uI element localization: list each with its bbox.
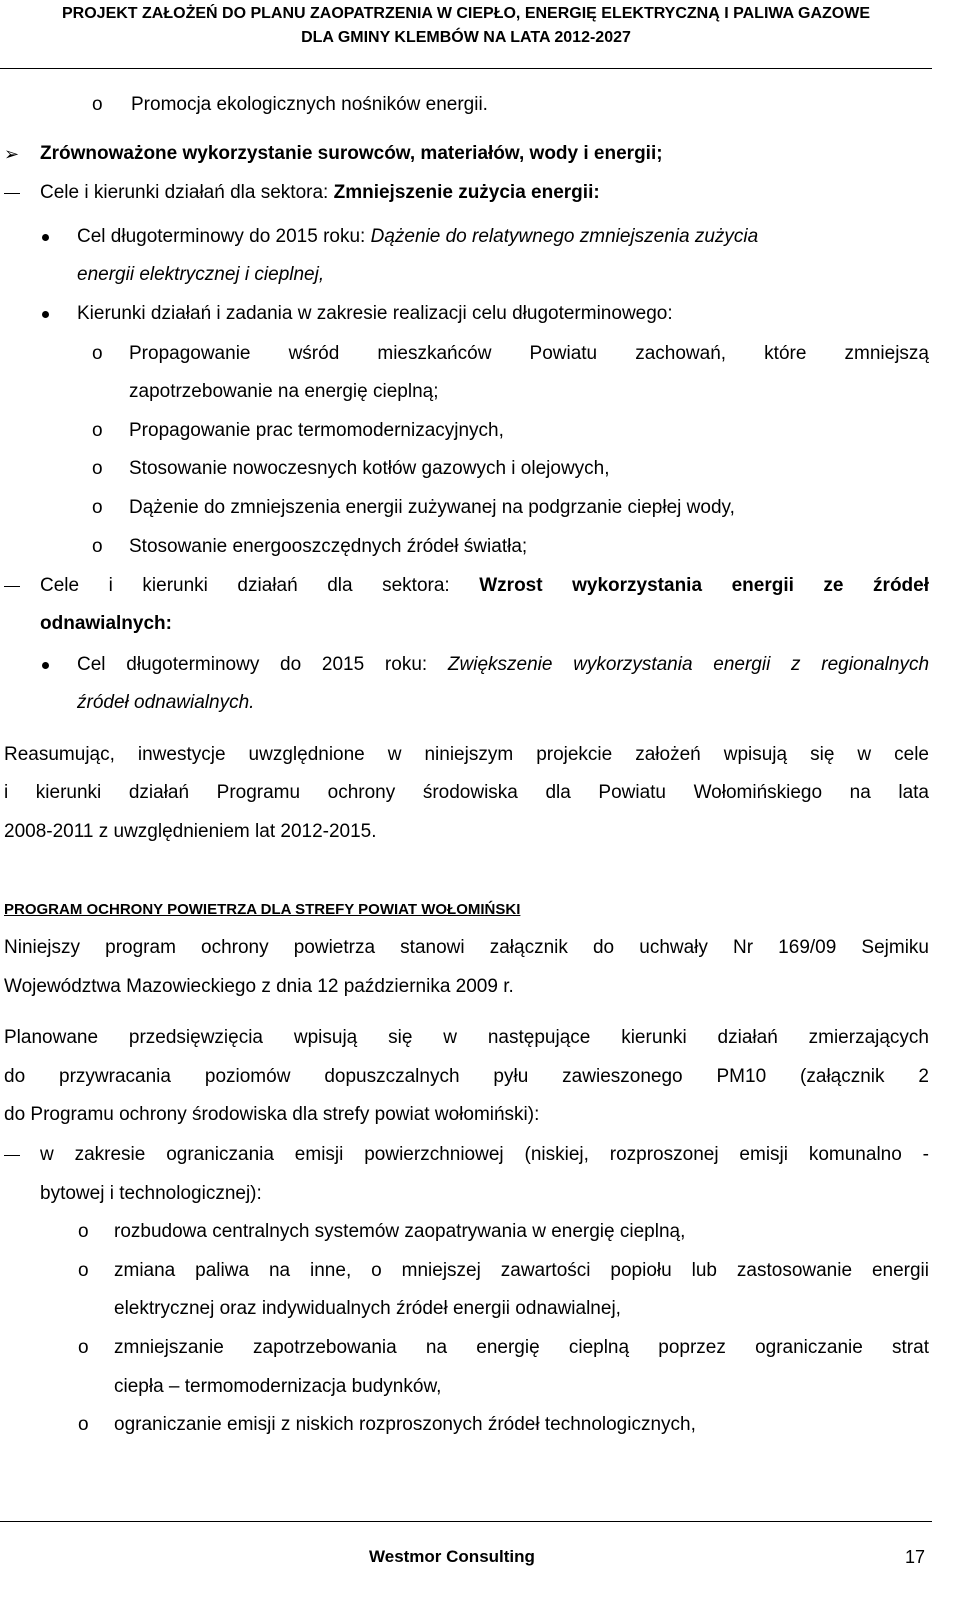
paragraph-line: Reasumując, inwestycje uwzględnione w niniejszym projekcie założeń wpisują się w cele [4, 744, 929, 765]
paragraph-line: do przywracania poziomów dopuszczalnych pyłu zawieszonego PM10 (załącznik 2 [4, 1066, 929, 1087]
arrow-bullet-icon: ➢ [4, 144, 20, 164]
paragraph-line: Planowane przedsięwzięcia wpisują się w następujące kierunki działań zmierzających [4, 1027, 929, 1048]
list-item-cont: energii elektrycznej i cieplnej, [77, 264, 325, 285]
paragraph-line: i kierunki działań Programu ochrony środowiska dla Powiatu Wołomińskiego na lata [4, 782, 929, 803]
list-item: rozbudowa centralnych systemów zaopatrywania w energię cieplną, [114, 1221, 686, 1242]
list-item: zmniejszanie zapotrzebowania na energię cieplną poprzez ograniczanie strat [114, 1337, 929, 1358]
paragraph-line: 2008-2011 z uwzględnieniem lat 2012-2015. [4, 821, 377, 842]
list-item: Zrównoważone wykorzystanie surowców, materiałów, wody i energii; [40, 143, 663, 164]
disc-bullet-icon [42, 662, 49, 669]
paragraph-line: Niniejszy program ochrony powietrza stanowi załącznik do uchwały Nr 169/09 Sejmiku [4, 937, 929, 958]
list-item-cont: źródeł odnawialnych. [77, 692, 255, 713]
list-item: w zakresie ograniczania emisji powierzchniowej (niskiej, rozproszonej emisji komunalno - [40, 1144, 929, 1165]
list-item-cont: elektrycznej oraz indywidualnych źródeł energii odnawialnej, [114, 1298, 621, 1319]
list-item: zmiana paliwa na inne, o mniejszej zawartości popiołu lub zastosowanie energii [114, 1260, 929, 1281]
circle-bullet-icon: o [92, 420, 103, 441]
list-item-cont: odnawialnych: [40, 613, 172, 634]
list-item-cont: bytowej i technologicznej): [40, 1183, 262, 1204]
header-title-line1: PROJEKT ZAŁOŻEŃ DO PLANU ZAOPATRZENIA W CIEPŁO, ENERGIĘ ELEKTRYCZNĄ I PALIWA GAZOWE [62, 5, 870, 22]
section-heading: PROGRAM OCHRONY POWIETRZA DLA STREFY POWIAT WOŁOMIŃSKI [4, 901, 521, 918]
dash-bullet-icon [4, 586, 20, 587]
list-item: ograniczanie emisji z niskich rozproszonych źródeł technologicznych, [114, 1414, 696, 1435]
disc-bullet-icon [42, 311, 49, 318]
list-item: Cele i kierunki działań dla sektora: Zmniejszenie zużycia energii: [40, 182, 600, 203]
list-item: Stosowanie energooszczędnych źródeł światła; [129, 536, 528, 557]
list-item-cont: ciepła – termomodernizacja budynków, [114, 1376, 442, 1397]
disc-bullet-icon [42, 234, 49, 241]
dash-bullet-icon [4, 1155, 20, 1156]
list-item: Promocja ekologicznych nośników energii. [131, 94, 488, 115]
circle-bullet-icon: o [92, 536, 103, 557]
circle-bullet-icon: o [78, 1260, 89, 1281]
footer-company: Westmor Consulting [369, 1547, 535, 1566]
circle-bullet-icon: o [92, 497, 103, 518]
paragraph-line: do Programu ochrony środowiska dla strefy powiat wołomiński): [4, 1104, 540, 1125]
circle-bullet-icon: o [78, 1337, 89, 1358]
list-item: Propagowanie prac termomodernizacyjnych, [129, 420, 504, 441]
paragraph-line: Województwa Mazowieckiego z dnia 12 października 2009 r. [4, 976, 514, 997]
list-item: Dążenie do zmniejszenia energii zużywanej na podgrzanie ciepłej wody, [129, 497, 735, 518]
circle-bullet-icon: o [92, 458, 103, 479]
footer-rule [0, 1521, 932, 1522]
list-item: Propagowanie wśród mieszkańców Powiatu zachowań, które zmniejszą [129, 343, 929, 364]
list-item: Cel długoterminowy do 2015 roku: Dążenie do relatywnego zmniejszenia zużycia [77, 226, 759, 247]
circle-bullet-icon: o [78, 1414, 89, 1435]
list-item: Stosowanie nowoczesnych kotłów gazowych i olejowych, [129, 458, 610, 479]
page-number: 17 [905, 1547, 926, 1567]
list-item: Cel długoterminowy do 2015 roku: Zwiększenie wykorzystania energii z regionalnych [77, 654, 930, 675]
circle-bullet-icon: o [92, 343, 103, 364]
header-title-line2: DLA GMINY KLEMBÓW NA LATA 2012-2027 [301, 29, 631, 46]
dash-bullet-icon [4, 193, 20, 194]
list-item: Kierunki działań i zadania w zakresie realizacji celu długoterminowego: [77, 303, 673, 324]
circle-bullet-icon: o [92, 94, 103, 115]
list-item-cont: zapotrzebowanie na energię cieplną; [129, 381, 439, 402]
circle-bullet-icon: o [78, 1221, 89, 1242]
header-rule [0, 68, 932, 69]
list-item: Cele i kierunki działań dla sektora: Wzrost wykorzystania energii ze źródeł [40, 575, 930, 596]
